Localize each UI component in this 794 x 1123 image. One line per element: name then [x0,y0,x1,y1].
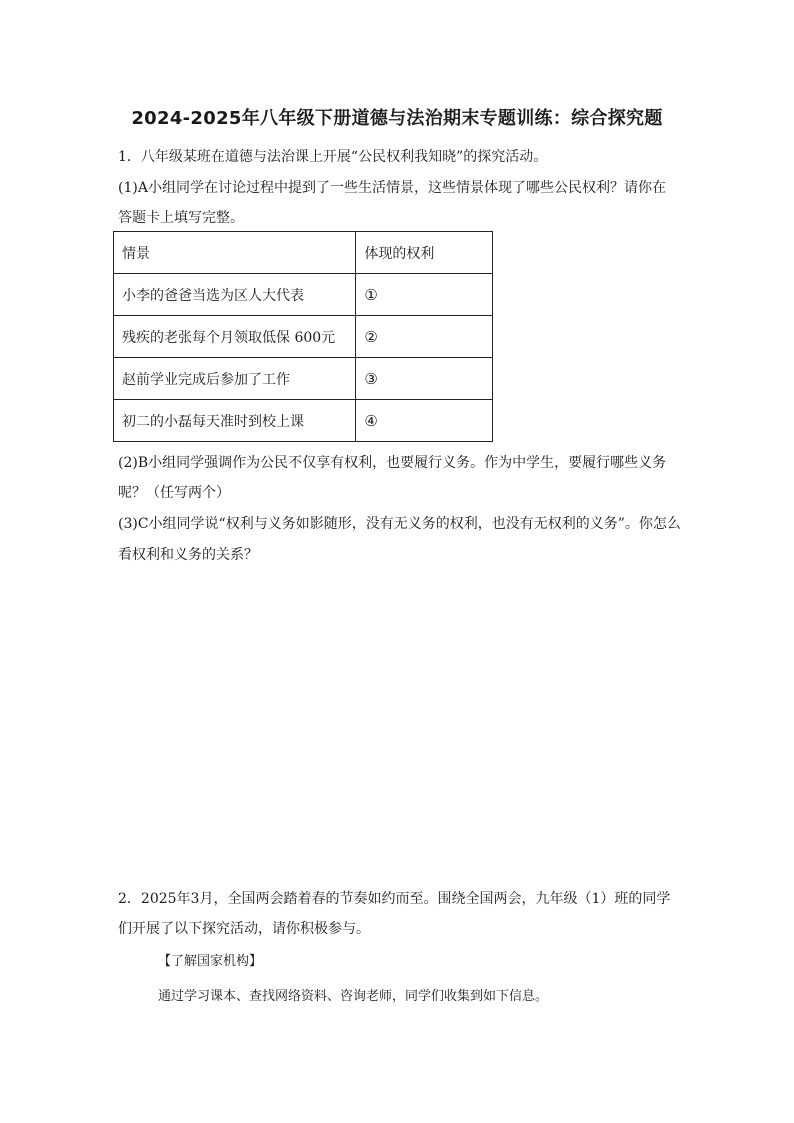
table-row [114,358,493,400]
table-cell-answer-blank: ③ [356,358,493,400]
table-cell-scenario: 初二的小磊每天准时到校上课 [114,400,356,442]
table-cell-answer-blank: ② [356,316,493,358]
rights-table [113,231,493,442]
q2-stem-line1: 2．2025年3月，全国两会踏着春的节奏如约而至。围绕全国两会，九年级（1）班的同学 [118,891,671,907]
table-cell-scenario: 赵前学业完成后参加了工作 [114,358,356,400]
q1-part1-line1: (1)A小组同学在讨论过程中提到了一些生活情景，这些情景体现了哪些公民权利？请你在 [118,180,666,196]
table-row [114,400,493,442]
table-cell-answer-blank: ④ [356,400,493,442]
q1-part3-line2: 看权利和义务的关系？ [118,547,258,563]
table-header-row [114,232,493,274]
q2-stem-line2: 们开展了以下探究活动，请你积极参与。 [118,921,370,937]
q1-part2-line1: (2)B小组同学强调作为公民不仅享有权利，也要履行义务。作为中学生，要履行哪些义务 [118,455,667,471]
table-cell-scenario: 小李的爸爸当选为区人大代表 [114,274,356,316]
q2-section-title: 【了解国家机构】 [158,954,263,969]
table-cell-answer-blank: ① [356,274,493,316]
table-header-scenario: 情景 [114,232,356,274]
table-row [114,274,493,316]
table-header-right: 体现的权利 [356,232,493,274]
q1-part1-line2: 答题卡上填写完整。 [118,210,244,226]
q2-section-text: 通过学习课本、查找网络资料、咨询老师，同学们收集到如下信息。 [158,989,549,1004]
table-cell-scenario: 残疾的老张每个月领取低保 600元 [114,316,356,358]
q1-part3-line1: (3)C小组同学说“权利与义务如影随形，没有无义务的权利，也没有无权利的义务”。你怎么 [118,516,681,532]
q1-part2-line2: 呢？（任写两个） [118,485,230,501]
document-title: 2024-2025年八年级下册道德与法治期末专题训练：综合探究题 [131,108,663,129]
table-row [114,316,493,358]
q1-stem: 1．八年级某班在道德与法治课上开展“公民权利我知晓”的探究活动。 [118,149,548,165]
